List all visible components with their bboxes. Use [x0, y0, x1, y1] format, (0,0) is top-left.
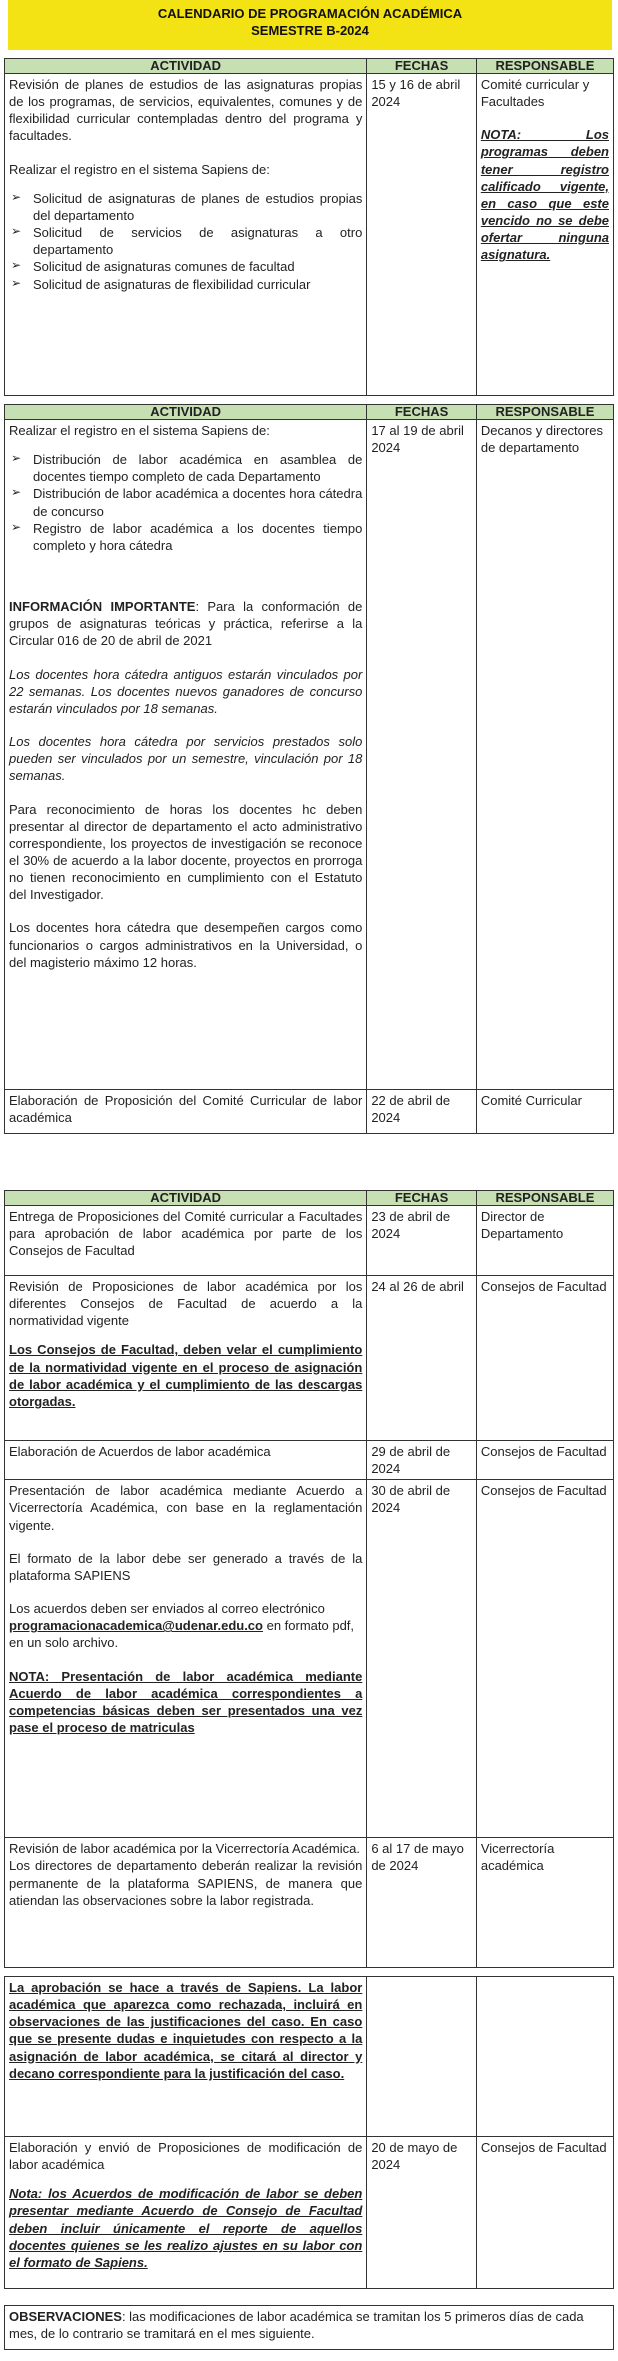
- observations-body: : las modificaciones de labor académica se tramitan los 5 primeros días de cada mes, de lo contrario se tramitará en el mes siguiente.: [9, 2309, 584, 2342]
- activity-cell: [5, 1480, 367, 1838]
- observations-box: [4, 2305, 614, 2350]
- note-text: NOTA: Los programas deben tener registro calificado vigente, en caso que este vencido no se debe ofertar ninguna asignatura.: [480, 127, 609, 263]
- table-row: [5, 1838, 614, 1968]
- dates-cell: [367, 1206, 477, 1276]
- activity-text: Los acuerdos deben ser enviados al correo electrónico: [9, 1601, 325, 1617]
- important-info-text: : Para la conformación de grupos de asignaturas teóricas y práctica, referirse a la Circular 016 de 20 de abril de 2021: [9, 599, 363, 649]
- document-title: CALENDARIO DE PROGRAMACIÓN ACADÉMICA: [157, 6, 463, 21]
- activity-text: Revisión de planes de estudios de las asignaturas propias de los programas, de servicios, equivalentes, comunes y de flexibilidad curricular contempladas dentro del programa y facultades.: [9, 77, 363, 144]
- dates-text: 20 de mayo de 2024: [371, 2140, 458, 2173]
- list-item: ➢ Registro de labor académica a los docentes tiempo completo y hora cátedra: [9, 520, 362, 554]
- table-row: [5, 1206, 614, 1276]
- table-header-row: [5, 59, 614, 74]
- dates-cell: [367, 1276, 477, 1441]
- activity-text: Realizar el registro en el sistema Sapiens de:: [9, 161, 270, 177]
- responsible-text: Decanos y directores de departamento: [480, 423, 603, 456]
- activity-cell: [5, 1838, 367, 1968]
- dates-cell: [367, 1977, 477, 2137]
- italic-note: Los docentes hora cátedra antiguos estarán vinculados por 22 semanas. Los docentes nuevos ganadores de concurso estarán vinculados por 18 semanas.: [9, 666, 363, 716]
- dates-header: FECHAS: [367, 59, 477, 74]
- schedule-table-3: [4, 1190, 614, 1968]
- responsible-cell: [476, 1206, 613, 1276]
- table-header-row: [5, 405, 614, 420]
- table-row: [5, 2306, 614, 2350]
- bold-note: Los Consejos de Facultad, deben velar el cumplimiento de la normatividad vigente en el proceso de asignación de labor académica y el cumplimiento de las descargas otorgadas.: [9, 1342, 363, 1409]
- responsible-cell: [476, 1441, 613, 1480]
- dates-cell: [367, 1480, 477, 1838]
- activity-cell: [5, 1206, 367, 1276]
- table-row: [5, 1977, 614, 2137]
- dates-text: 24 al 26 de abril: [371, 1279, 464, 1294]
- observations-text: [9, 2308, 609, 2342]
- registration-list: [9, 190, 362, 293]
- activity-cell: [5, 1977, 367, 2137]
- schedule-table-2: [4, 404, 614, 1134]
- activity-cell: [5, 420, 367, 1090]
- responsible-cell: [476, 1276, 613, 1441]
- bold-note: La aprobación se hace a través de Sapiens. La labor académica que aparezca como rechazada, incluirá en observaciones de las justificaciones del caso. En caso que se presente dudas e inquietudes con respecto a la asignación de labor académica, se citará al director y decano correspondiente para la justificación del caso.: [9, 1980, 363, 2081]
- table-row: [5, 1441, 614, 1480]
- responsible-cell: [476, 420, 613, 1090]
- italic-note: Los docentes hora cátedra por servicios prestados solo pueden ser vinculados por un semestre, vinculación por 18 semanas.: [9, 734, 363, 784]
- activity-cell: [5, 1090, 367, 1134]
- list-item: ➢ Distribución de labor académica en asamblea de docentes tiempo completo de cada Departamento: [9, 451, 362, 485]
- responsible-cell: [476, 1480, 613, 1838]
- dates-text: 29 de abril de 2024: [371, 1444, 451, 1477]
- dates-cell: [367, 2137, 477, 2289]
- list-item: ➢ Solicitud de asignaturas de flexibilidad curricular: [9, 276, 362, 293]
- responsible-cell: [476, 1838, 613, 1968]
- responsible-header: RESPONSABLE: [476, 59, 613, 74]
- activity-text: Elaboración de Proposición del Comité Curricular de labor académica: [9, 1093, 363, 1126]
- dates-text: 22 de abril de 2024: [371, 1093, 451, 1126]
- dates-text: 17 al 19 de abril 2024: [371, 423, 464, 456]
- activity-text: Para reconocimiento de horas los docentes hc deben presentar al director de departamento el acto administrativo correspondiente, los proyectos de investigación se reconoce el 30% de acuerdo a la labor docente, proyectos en prorroga no tienen reconocimiento en cumplimiento con el Estatuto del Investigador.: [9, 801, 363, 903]
- responsible-text: Consejos de Facultad: [480, 1483, 607, 1499]
- bold-note: [9, 1668, 362, 1737]
- dates-text: 30 de abril de 2024: [371, 1483, 451, 1516]
- dates-cell: [367, 420, 477, 1090]
- registration-list: [9, 451, 362, 554]
- table-header-row: [5, 1191, 614, 1206]
- responsible-header: RESPONSABLE: [476, 1191, 613, 1206]
- responsible-text: Comité Curricular: [480, 1093, 582, 1108]
- dates-cell: [367, 74, 477, 396]
- activity-text: El formato de la labor debe ser generado a través de la plataforma SAPIENS: [9, 1550, 363, 1583]
- activity-cell: [5, 2137, 367, 2289]
- responsible-text: Consejos de Facultad: [480, 1444, 607, 1459]
- email-suffix: en formato pdf, en un solo archivo.: [9, 1618, 355, 1651]
- responsible-cell: [476, 1090, 613, 1134]
- activity-text: Los docentes hora cátedra que desempeñen cargos como funcionarios o cargos administrativos en la Universidad, o del magisterio máximo 12 horas.: [9, 920, 363, 970]
- table-row: [5, 1090, 614, 1134]
- activity-text: Realizar el registro en el sistema Sapiens de:: [9, 423, 270, 438]
- activity-header: ACTIVIDAD: [5, 405, 367, 420]
- activity-text: Elaboración de Acuerdos de labor académica: [9, 1444, 271, 1459]
- activity-cell: [5, 1276, 367, 1441]
- table-row: [5, 1276, 614, 1441]
- email-link[interactable]: programacionacademica@udenar.edu.co: [9, 1618, 263, 1634]
- responsible-cell: [476, 2137, 613, 2289]
- activity-text: Elaboración y envió de Proposiciones de modificación de labor académica: [9, 2140, 363, 2173]
- list-item: ➢ Solicitud de asignaturas de planes de estudios propias del departamento: [9, 190, 362, 224]
- table-row: [5, 2137, 614, 2289]
- responsible-text: Vicerrectoría académica: [480, 1841, 555, 1874]
- dates-header: FECHAS: [367, 405, 477, 420]
- observations-cell: [5, 2306, 614, 2350]
- activity-text: Los directores de departamento deberán realizar la revisión permanente de la plataforma SAPIENS, de manera que atiendan las observaciones sobre la labor registrada.: [9, 1858, 363, 1908]
- list-item: ➢ Solicitud de asignaturas comunes de facultad: [9, 258, 362, 275]
- schedule-table-4: [4, 1976, 614, 2289]
- activity-header: ACTIVIDAD: [5, 1191, 367, 1206]
- activity-cell: [5, 1441, 367, 1480]
- responsible-text: Consejos de Facultad: [480, 2140, 607, 2155]
- responsible-text: Consejos de Facultad: [480, 1279, 607, 1294]
- important-info-label: INFORMACIÓN IMPORTANTE: [9, 599, 196, 615]
- dates-text: 15 y 16 de abril 2024: [371, 77, 461, 110]
- document-subtitle: SEMESTRE B-2024: [251, 23, 369, 38]
- list-item: ➢ Solicitud de servicios de asignaturas a otro departamento: [9, 224, 362, 258]
- responsible-cell: [476, 1977, 613, 2137]
- activity-cell: [5, 74, 367, 396]
- email-line: [9, 1617, 362, 1651]
- responsible-text: Comité curricular y Facultades: [480, 77, 590, 110]
- table-row: [5, 1480, 614, 1838]
- dates-cell: [367, 1838, 477, 1968]
- responsible-cell: [476, 74, 613, 396]
- activity-text: Presentación de labor académica mediante Acuerdo a Vicerrectoría Académica, con base en la reglamentación vigente.: [9, 1483, 363, 1533]
- note-text: Presentación de labor académica mediante Acuerdo de labor académica correspondientes a competencias básicas deben ser presentados una vez pase el proceso de matriculas: [9, 1668, 363, 1736]
- observations-label: OBSERVACIONES: [9, 2309, 122, 2324]
- table-row: [5, 74, 614, 396]
- list-item: ➢ Distribución de labor académica a docentes hora cátedra de concurso: [9, 485, 362, 519]
- responsible-header: RESPONSABLE: [476, 405, 613, 420]
- note-label: NOTA:: [9, 1668, 50, 1684]
- important-info: [9, 598, 362, 649]
- note-text: Nota: los Acuerdos de modificación de labor se deben presentar mediante Acuerdo de Consejo de Facultad deben incluir únicamente el reporte de aquellos docentes quienes se les realizo ajustes en su labor con el formato de Sapiens.: [9, 2186, 363, 2270]
- activity-text: Revisión de Proposiciones de labor académica por los diferentes Consejos de Facultad de acuerdo a la normatividad vigente: [9, 1279, 363, 1329]
- activity-text: Entrega de Proposiciones del Comité curricular a Facultades para aprobación de labor académica por parte de los Consejos de Facultad: [9, 1209, 363, 1259]
- dates-text: 6 al 17 de mayo de 2024: [371, 1841, 464, 1874]
- dates-cell: [367, 1441, 477, 1480]
- schedule-table-1: [4, 58, 614, 396]
- dates-text: 23 de abril de 2024: [371, 1209, 451, 1242]
- dates-cell: [367, 1090, 477, 1134]
- document-header: [8, 0, 612, 50]
- activity-text: Revisión de labor académica por la Vicerrectoría Académica.: [9, 1841, 360, 1857]
- activity-header: ACTIVIDAD: [5, 59, 367, 74]
- table-row: [5, 420, 614, 1090]
- responsible-text: Director de Departamento: [480, 1209, 564, 1242]
- dates-header: FECHAS: [367, 1191, 477, 1206]
